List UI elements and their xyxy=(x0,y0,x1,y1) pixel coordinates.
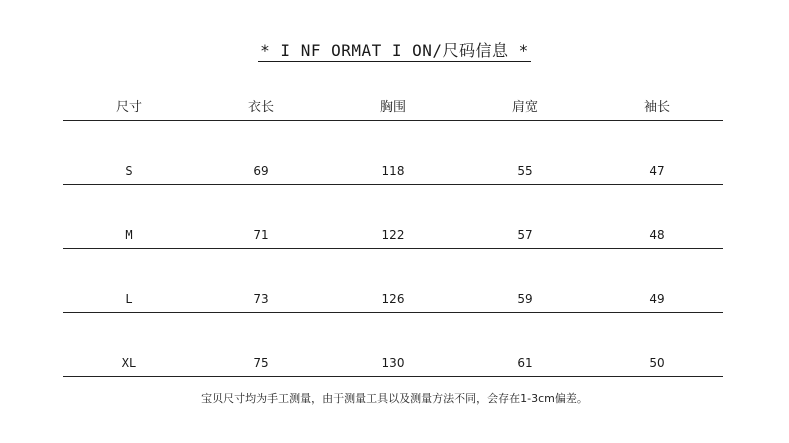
cell-shoulder: 57 xyxy=(459,185,591,249)
header-sleeve: 袖长 xyxy=(591,91,723,121)
cell-length: 73 xyxy=(195,249,327,313)
cell-length: 69 xyxy=(195,121,327,185)
header-length: 衣长 xyxy=(195,91,327,121)
cell-sleeve: 48 xyxy=(591,185,723,249)
cell-shoulder: 55 xyxy=(459,121,591,185)
cell-sleeve: 49 xyxy=(591,249,723,313)
table-row xyxy=(63,313,723,377)
cell-chest: 118 xyxy=(327,121,459,185)
table-row xyxy=(63,249,723,313)
cell-chest: 130 xyxy=(327,313,459,377)
cell-sleeve: 50 xyxy=(591,313,723,377)
size-chart-table xyxy=(63,91,723,377)
cell-chest: 126 xyxy=(327,249,459,313)
measurement-note: 宝贝尺寸均为手工测量，由于测量工具以及测量方法不同，会存在1-3cm偏差。 xyxy=(201,392,588,405)
cell-chest: 122 xyxy=(327,185,459,249)
cell-size: S xyxy=(63,121,195,185)
header-chest: 胸围 xyxy=(327,91,459,121)
page-title xyxy=(0,38,789,61)
cell-sleeve: 47 xyxy=(591,121,723,185)
cell-shoulder: 61 xyxy=(459,313,591,377)
cell-length: 75 xyxy=(195,313,327,377)
cell-size: M xyxy=(63,185,195,249)
cell-size: XL xyxy=(63,313,195,377)
title-text: * I NF ORMAT I ON/尺码信息 * xyxy=(260,41,529,60)
table-row xyxy=(63,121,723,185)
cell-shoulder: 59 xyxy=(459,249,591,313)
table-header-row xyxy=(63,91,723,121)
cell-length: 71 xyxy=(195,185,327,249)
cell-size: L xyxy=(63,249,195,313)
table-row xyxy=(63,185,723,249)
header-shoulder: 肩宽 xyxy=(459,91,591,121)
header-size: 尺寸 xyxy=(63,91,195,121)
